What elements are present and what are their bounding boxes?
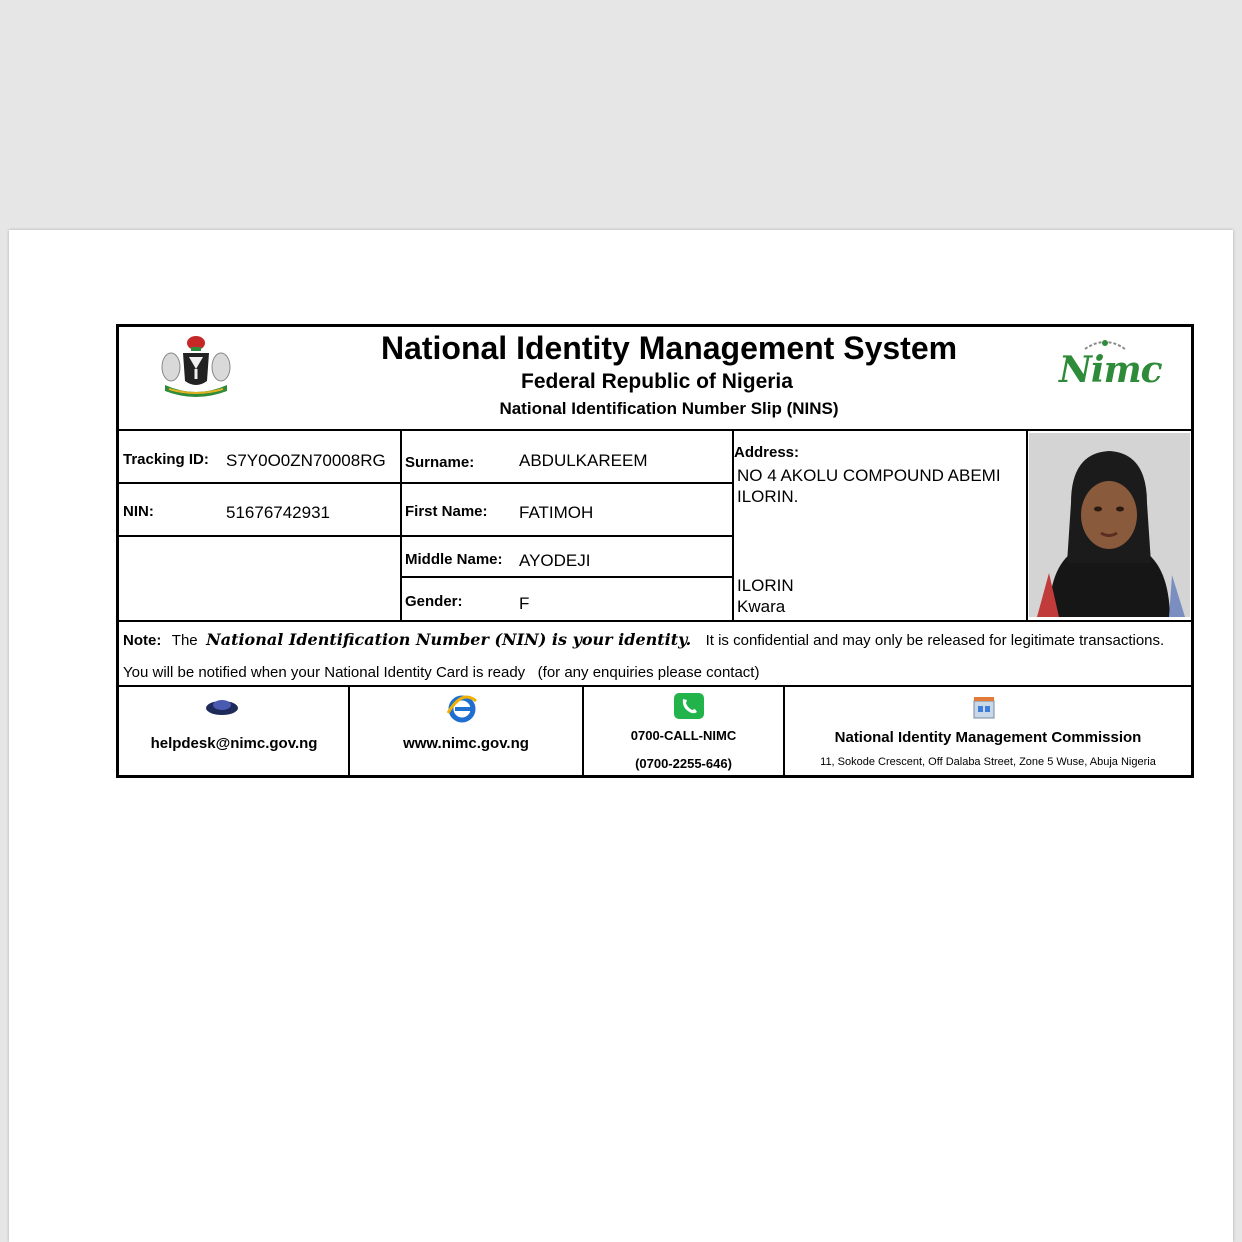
surname-label: Surname:: [405, 454, 475, 471]
address-line-1: NO 4 AKOLU COMPOUND ABEMI: [737, 466, 1001, 485]
middle-name-value: AYODEJI: [519, 551, 591, 570]
slip-title: National Identification Number Slip (NINS): [499, 399, 839, 418]
middle-name-label: Middle Name:: [405, 551, 503, 568]
passport-photo: [1029, 433, 1190, 617]
nin-label: NIN:: [123, 503, 154, 520]
note-prefix: The: [171, 632, 198, 649]
surname-value: ABDULKAREEM: [519, 451, 648, 470]
org-name: National Identity Management Commission: [834, 729, 1142, 746]
office-icon: [972, 697, 996, 719]
tracking-id-label: Tracking ID:: [123, 451, 209, 468]
phone-icon: [674, 693, 704, 719]
phone-number-2[interactable]: (0700-2255-646): [635, 756, 732, 771]
address-state: Kwara: [737, 597, 786, 616]
page-title: National Identity Management System: [380, 330, 958, 366]
helpdesk-email[interactable]: helpdesk@nimc.gov.ng: [150, 735, 318, 752]
website-link[interactable]: www.nimc.gov.ng: [403, 735, 529, 752]
address-city: ILORIN: [737, 576, 794, 595]
note-emphasis: National Identification Number (NIN) is your identity.: [206, 630, 692, 649]
country-subtitle: Federal Republic of Nigeria: [521, 370, 793, 393]
note-line-2: You will be notified when your National Identity Card is ready (for any enquiries please contact): [123, 664, 760, 681]
helpdesk-icon: [205, 697, 239, 717]
nin-value: 51676742931: [226, 503, 331, 522]
nin-slip: [116, 324, 1194, 778]
address-line-2: ILORIN.: [737, 487, 799, 506]
note-label: Note:: [123, 632, 162, 649]
gender-value: F: [519, 594, 530, 613]
website-icon: [446, 693, 478, 723]
nimc-logo: [1055, 335, 1162, 395]
tracking-id-value: S7Y0O0ZN70008RG: [226, 451, 386, 470]
org-address: 11, Sokode Crescent, Off Dalaba Street, Zone 5 Wuse, Abuja Nigeria: [820, 756, 1156, 768]
gender-label: Gender:: [405, 593, 463, 610]
first-name-label: First Name:: [405, 503, 488, 520]
address-label: Address:: [734, 444, 800, 461]
first-name-value: FATIMOH: [519, 503, 594, 522]
logo-text: Nimc: [1059, 349, 1162, 391]
phone-number-1[interactable]: 0700-CALL-NIMC: [630, 728, 737, 743]
note-rest: It is confidential and may only be released for legitimate transactions.: [705, 632, 1165, 649]
note-line-1: [123, 630, 1164, 650]
